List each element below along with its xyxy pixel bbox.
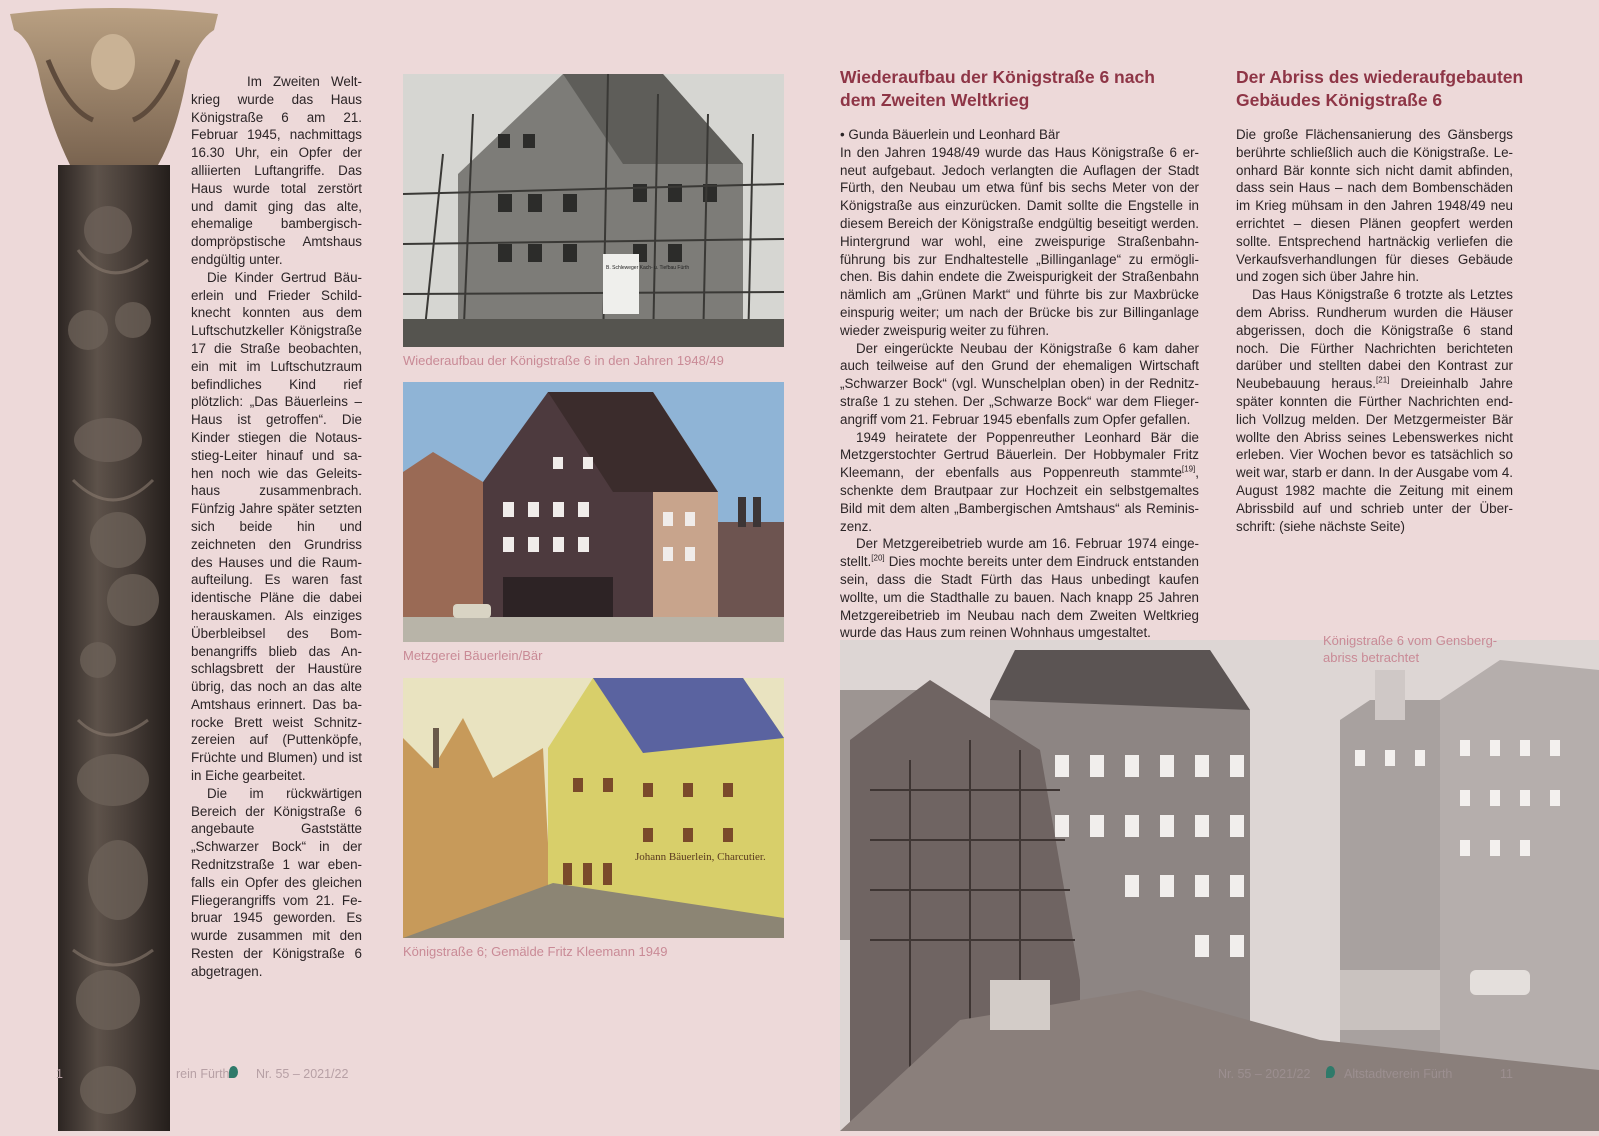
section4-paragraph-2-part1: Das Haus Königstraße 6 trotzte als Letztes dem Abriss. Rundherum wurden die Häuser abgerissen, doch die Königstraße 6 stand noch. Die Fürther Nachrichten berichteten darüber und stellten dabei den Kontrast zur Neubebauung heraus. [1236,287,1513,392]
construction-sign-text: B. Schleweger Kach- u. Tiefbau Fürth [606,265,690,271]
section3-text [840,126,1199,642]
column1-paragraph-3: Die im rückwärtigen Bereich der Königstraße 6 angebaute Gaststätte „Schwarzer Bock“ in der Rednitzstraße 1 war ebenfalls ein Opfer des gleichen Fliegerangriffs vom 21. Februar 1945 geworden. Es wurde zusammen mit den Resten der Königstraße 6 abgetragen. [191,785,362,979]
column1-paragraph-2: Die Kinder Gertrud Bäuerlein und Frieder Schildknecht konnten aus dem Luftschutzkeller Königstraße 17 die Straße beobachten, ein mit im Luftschutzraum befindliches Kind rief plötzlich: „Das Bäuerleins – Haus ist getroffen“. Die Kinder stiegen die Notausstieg-Leiter hinauf und sahen noch wie das Geleitshaus zusammenbrach. Fünfzig Jahre später setzten sich beide hin und zeichneten den Grundriss des Hauses und die Raumaufteilung. Es waren fast identische Pläne die dabei herauskamen. Als einziges Überbleibsel des Bombenangriffs blieb das Anschlagsbrett der Haustüre übrig, das noch an das alte Amtshaus erinnert. Das barocke Brett weist Schnitzzereien auf (Puttenköpfe, Früchte und Blumen) und ist in Eiche gearbeitet. [191,269,362,784]
caption-photo4: Königstraße 6 vom Gensberg-abriss betrachtet [1323,633,1498,665]
section3-author: • Gunda Bäuerlein und Leonhard Bär [840,127,1060,142]
section4-text [1236,126,1513,535]
column1-paragraph-1: Im Zweiten Weltkrieg wurde das Haus Königstraße 6 am 21. Februar 1945, nachmittags 16.30 Uhr, ein Opfer der alliierten Luftangriffe. Das Haus wurde total zerstört und damit ging das alte, ehemalige bambergisch-domprӧpstische Amtshaus endgültig unter. [191,74,362,267]
leaf-marker-icon [1326,1066,1335,1078]
caption-photo2: Metzgerei Bäuerlein/Bär [403,648,543,663]
section3-paragraph-3-part1: 1949 heiratete der Poppenreuther Leonhard Bär die Metzgerstochter Gertrud Bäuerlein. Der Hobbymaler Fritz Kleemann, der ebenfalls aus Poppenreuth stammte [840,429,1199,481]
section3-paragraph-2: Der eingerückte Neubau der Königstraße 6 kam daher auch teilweise auf den Grund der ehemaligen Wirtschaft „Schwarzer Bock“ (vgl. Wunschelplan oben) in der Rednitzstraße 1 zu stehen. Der „Schwarze Bock“ war dem Fliegerangriff vom 21. Februar 1945 ebenfalls zum Opfer gefallen. [840,340,1199,427]
footer-right-page-number: 11 [1500,1067,1513,1081]
footnote-19: [19] [1181,464,1196,474]
footnote-21: [21] [1376,375,1390,385]
footer-left-org: rein Fürth [176,1067,230,1081]
section3-paragraph-3-part2: , schenkte dem Brautpaar zur Hochzeit ein selbstgemaltes Bild mit dem alten „Bambergischen Amtshaus“ als Reminiszenz. [840,465,1199,534]
section3-paragraph-1: In den Jahren 1948/49 wurde das Haus Königstraße 6 erneut aufgebaut. Jedoch verlangten die Auflagen der Stadt Fürth, den Neubau um etwa fünf bis sechs Meter von der Königstraße aus einzurücken. Damit sollte die Engstelle in diesem Bereich der Königstraße endgültig beseitigt werden. Hintergrund war wohl, eine zweispurige Straßenbahnführung bis zur Endhaltestelle „Billinganlage“ zu ermöglichen. Bis dahin endete die Zweispurigkeit der Straßenbahn nämlich am „Grünen Markt“ und führte bis zur Maxbrücke einspurig weiter; um nach der Brücke bis zur Billinganlage wieder zweispurig weiter zu führen. [840,144,1199,338]
footer-left-issue: Nr. 55 – 2021/22 [256,1067,349,1081]
photo-metzgerei [403,382,784,642]
footer-right-issue: Nr. 55 – 2021/22 [1218,1067,1311,1081]
section3-paragraph-4-part2: Dies mochte bereits unter dem Eindruck entstanden sein, dass die Stadt Fürth das Haus unbedingt kaufen wollte, um die Stadthalle zu bauen. Nach knapp 25 Jahren Metzgereibetrieb im Neubau nach dem Zweiten Weltkrieg wurde das Haus zum reinen Wohnhaus umgestaltet. [840,554,1199,641]
section3-paragraph-4 [840,535,1199,642]
section3-paragraph-4-part1: Der Metzgereibetrieb wurde am 16. Februar 1974 eingestellt. [840,536,1199,570]
caption-photo1: Wiederaufbau der Königstraße 6 in den Jahren 1948/49 [403,353,724,368]
photo-reconstruction-scaffolding [403,74,784,347]
section4-title: Der Abriss des wiederaufgebauten Gebäudes Königstraße 6 [1236,67,1524,110]
painting-shop-sign: Johann Bäuerlein, Charcutier. [635,851,766,863]
footer-right-org: Altstadtverein Fürth [1344,1067,1453,1081]
section4-paragraph-2 [1236,286,1513,535]
footnote-20: [20] [871,553,885,563]
section4-paragraph-1: Die große Flächensanierung des Gänsbergs berührte schließlich auch die Königstraße. Leonhard Bär konnte sich nicht damit abfinden, dass sein Haus – nach dem Bombenschäden im Krieg mühsam in den Jahren 1948/49 neu errichtet – diesen Plänen geopfert werden sollte. Entsprechend hartnäckig verliefen die Verkaufsverhandlungen für dieses Gebäude und zogen sich über Jahre hin. [1236,127,1513,285]
column1-text [191,73,362,981]
section4-paragraph-2-part2: Dreieinhalb Jahre später konnten die Fürther Nachrichten endlich Vollzug melden. Der Metzgermeister Bär wollte den Abriss seines Lebenswerkes nicht erleben. Vier Wochen bevor es tatsächlich so weit war, starb er dann. In der Ausgabe vom 4. August 1982 machte die Zeitung mit einem Abrissbild auf und schrieb unter der Überschrift: (siehe nächste Seite) [1236,376,1513,534]
section3-paragraph-3 [840,429,1199,536]
leaf-marker-icon [229,1066,238,1078]
photo-painting-kleemann [403,678,784,938]
section3-title: Wiederaufbau der Königstraße 6 nach dem Zweiten Weltkrieg [840,67,1155,110]
footer-left-page-number: 1 [56,1067,63,1081]
caption-photo3: Königstraße 6; Gemälde Fritz Kleemann 1949 [403,944,668,959]
photo-demolition [840,640,1599,1131]
